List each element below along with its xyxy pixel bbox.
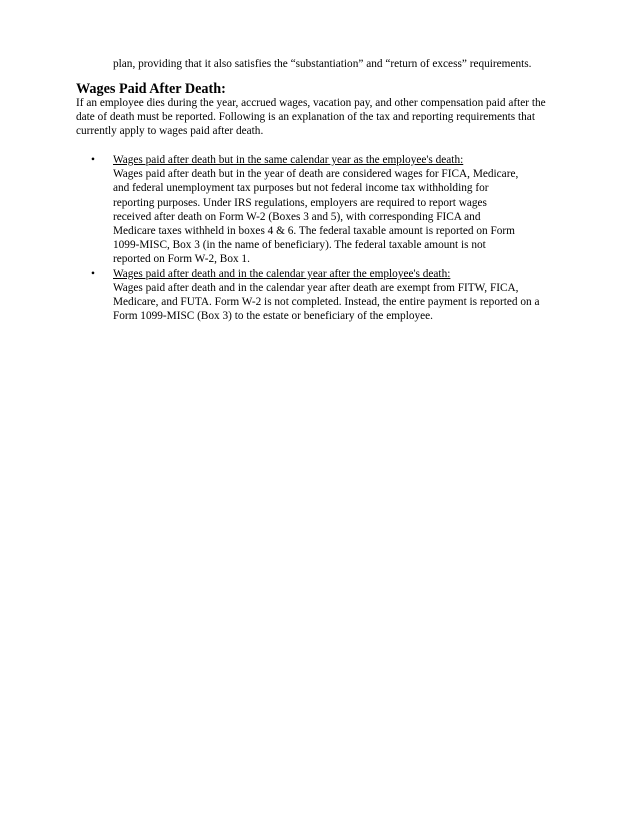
bullet-title: Wages paid after death but in the same calendar year as the employee's death: xyxy=(113,154,464,166)
bullet-title: Wages paid after death and in the calendar year after the employee's death: xyxy=(113,267,451,280)
bullet-line: 1099-MISC, Box 3 (in the name of beneficiary). The federal taxable amount is not xyxy=(113,239,486,252)
bullet-marker: • xyxy=(91,154,95,166)
bullet-line: received after death on Form W-2 (Boxes 3 and 5), with corresponding FICA and xyxy=(113,210,481,223)
bullet-line: Wages paid after death but in the year of death are considered wages for FICA, Medicare, xyxy=(113,168,519,181)
bullet-line: Medicare, and FUTA. Form W-2 is not completed. Instead, the entire payment is reported on a xyxy=(113,296,540,309)
intro-line: If an employee dies during the year, accrued wages, vacation pay, and other compensation paid after the xyxy=(76,97,546,109)
section-intro xyxy=(76,96,566,139)
intro-line: date of death must be reported. Following is an explanation of the tax and reporting requirements that xyxy=(76,111,535,124)
bullet-line: reported on Form W-2, Box 1. xyxy=(113,253,250,266)
intro-line: currently apply to wages paid after death. xyxy=(76,125,264,138)
bullet-line: reporting purposes. Under IRS regulations, employers are required to report wages xyxy=(113,196,487,209)
section-heading: Wages Paid After Death: xyxy=(76,81,226,97)
bullet-line: Medicare taxes withheld in boxes 4 & 6. The federal taxable amount is reported on Form xyxy=(113,225,515,238)
continuation-text: plan, providing that it also satisfies the “substantiation” and “return of excess” requirements. xyxy=(113,58,532,70)
bullet-marker: • xyxy=(91,267,95,280)
bullet-item xyxy=(76,267,576,324)
bullet-line: and federal unemployment tax purposes but not federal income tax withholding for xyxy=(113,182,489,195)
bullet-line: Form 1099-MISC (Box 3) to the estate or beneficiary of the employee. xyxy=(113,310,433,323)
bullet-line: Wages paid after death and in the calendar year after death are exempt from FITW, FICA, xyxy=(113,281,519,294)
bullet-list xyxy=(76,153,576,323)
bullet-item xyxy=(76,153,576,267)
